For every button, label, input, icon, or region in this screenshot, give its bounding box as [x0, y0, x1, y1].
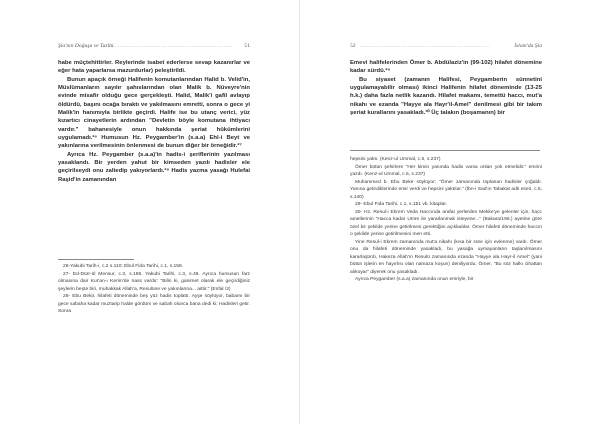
left-paragraph-1: habe müçtehittirler. Reylerinde isabet ederlerse sevap kazanırlar ve eğer hata yaparlarsa mazurdurlar) peleştirildi.	[58, 60, 250, 75]
right-header-title: İslam'da Şia	[514, 43, 542, 49]
footnote-26: 26-Yakubi Tarih-i, c.2 s.110; Ebul Fida Tarihi, c.1, s.158.	[63, 264, 184, 269]
footnote-note: Muhammed b. Ebu Bekir söylüyor: "Ömer zamanında toplanan hadisler çoğaldı. Yanına getirdiklerinde emir verdi ve hepsini yaktılar." (İbn-i Sad'ın Tabakat adlı eseri, c.5, s.140)	[350, 179, 542, 200]
left-paragraph-2: Bunun apaçık örneği Halifenin komutanlarından Halid b. Velid'in, Müslümanların sayılır şahıslarından olan Malik b. Nüveyre'nin evinde misafir olduğu gece gerçekleşti. Halid, Malik'i gafil avlayıp öldürdü, başını ocağa bıraktı ve yakılmasını emretti, sonra o gece yi Malik'in hanımıyla birlikte geçirdi. Halife ise bu utanç verici, yüz kızartıcı cinayetlerin ardından "Devletin böyle komutana ihtiyacı vardır." bahanesiyle onun hakkında şeriat hükümlerini uygulamadı.²⁶ Humusun Hz. Peygamber'in (s.a.a) Ehl-i Beyt ve yakınlarına verilmesinin önlenmesi de bunun diğer bir örneğidir.²⁷	[58, 76, 250, 150]
right-footnote-rule	[350, 150, 540, 151]
left-header-title: Şia'nın Doğuşu ve Tarihi	[58, 43, 114, 49]
right-running-header	[350, 43, 542, 53]
footnote-30: 30- Hz. Resul-i Ekrem Veda Haccında arafat yerlerden Mekke'ye gelenler için, hacc amellerinin "Hacca kadar Umre ile yararlanmak isteyene..." (Bakara/196.) ayetine göre özel bir şekilde yerine getirilmesi gerektiğini açıkladılar. Ömer hilafeti döneminde haccın o şekilde yerine getirilmesini men etti.	[350, 209, 542, 237]
left-header-leader: ............................................................................	[103, 43, 233, 49]
footnote-note: Ömer bütün şehirlere "Her kimin yanında hadis varsa onları yok etmelidir." emrini yazdı. (Kenz-ul Ummal, c.5, s.237)	[350, 164, 542, 177]
left-footnotes	[58, 263, 250, 316]
left-running-header	[58, 43, 250, 53]
footnote-27: 27- Ed-Dürr-ül Mensur, c.3, s.186. Yakubi Tarihi, c.3, s.48. Ayrıca humusun farz olmasına dair Kur'an-ı Kerim'de nass vardır: "Bilin ki, ganimet olarak ele geçirdiğiniz şeylerin beşte biri, muhakkak Allah'a, Resulüne ve yakınlarına... aittir." (Enfal /2)	[58, 271, 250, 292]
right-body-text	[350, 59, 542, 117]
left-paragraph-3: Ayrıca Hz. Peygamber (s.a.a)'in hadis-i şeriflerinin yazılması yasaklandı. Bir yerden yahut bir kimseden yazılı hadisler ele geçirilseydi onu zaltedip yakıyorlardı.²⁸ Hadis yazma yasağı Hulefai Raşid'in zamanından	[58, 151, 250, 183]
right-footnotes	[350, 156, 542, 284]
right-paragraph-2: Bu siyaset (zamanın Halifesi, Peygamberin sünnetini uygulamayabilir olması) ikinci Halifenin hilafet döneminde (13-25 h.k.) daha fazla netlik kazandı. Hilafet makamı, temettü haccı, mut'a nikahı ve ezanda "Hayye ala Hayr'il-Amel" denilmesi gibi bir takım şeriat kurallarını yasakladı.³⁰ Üç talakın (boşamanın) bir	[350, 76, 542, 117]
left-footnote-rule	[58, 259, 134, 260]
right-page-number: 52	[350, 43, 356, 49]
left-page-number: 51	[244, 43, 250, 49]
footnote-28-continued: hepsini yaktı. (Kenz-ul Ummal, c.5, s.237)	[350, 157, 441, 162]
left-body-text	[58, 59, 250, 184]
footnote-note: Ayrıca Peygamber (s.a.a) zamanında onun emriyle, bir	[355, 277, 474, 282]
right-paragraph-1: Emevi halifelerinden Ömer b. Abdülaziz'in (99-102) hilafet dönemine kadar sürdü.²⁹	[350, 60, 542, 75]
right-page	[300, 0, 600, 424]
footnote-29: 29- Ebul Fida Tarihi, c.1, s.151 vb. kitaplar.	[355, 202, 448, 207]
footnote-note: Yine Resul-i Ekrem zamanında mut'a nikahı (kısa bir süre için evlenme) vardı. Ömer onu da hilafeti döneminde yasakladı, bu yasağa uymayanların taşlanılmasını kararlaştırdı, Hakeza Allah'ın Resulü zamanında ezanda "Hayye ala Hayr-il Amel" (yani bütün işlerin en hayırlısı olan namaza koşun) deniliyordu. Ömer, "Bu söz halkı cihattan alıkoyar" diyerek onu yasakladı.	[350, 239, 542, 275]
right-header-leader: ............................................................................	[360, 43, 490, 49]
footnote-28: 28- Ebu Bekir, hilafeti döneminde beş yüz hadis toplattı. Ayşe söylüyor, babamı bir gece sabaha kadar muztarip halde gördüm ve sabah olunca bana dedi ki: Hadisleri getir. Sonra	[58, 294, 250, 314]
